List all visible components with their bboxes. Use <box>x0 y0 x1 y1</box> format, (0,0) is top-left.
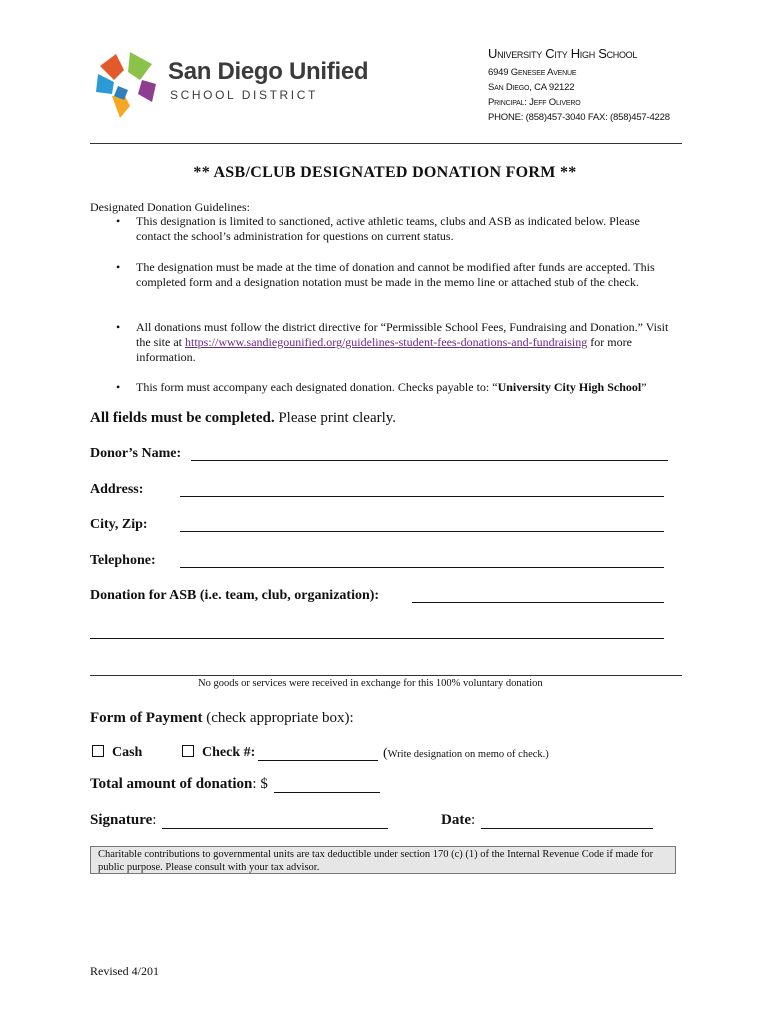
no-goods-statement: No goods or services were received in exchange for this 100% voluntary donation <box>198 678 543 689</box>
school-contact-block <box>488 46 670 123</box>
guideline-3 <box>136 320 676 365</box>
logo-text-primary: San Diego Unified <box>168 58 369 85</box>
school-address-line2: San Diego, CA 92122 <box>488 82 575 93</box>
donor-name-label: Donor’s Name: <box>90 446 182 461</box>
cash-label: Cash <box>112 745 143 760</box>
check-note <box>383 746 549 762</box>
signature-bold: Signature <box>90 812 153 828</box>
guideline-1: This designation is limited to sanctioned, active athletic teams, clubs and ASB as indicated below. Please contact the school’s administration for questions on current status. <box>136 214 640 243</box>
logo-petal-green <box>128 52 152 80</box>
guideline-4 <box>136 380 676 395</box>
guidelines-heading: Designated Donation Guidelines: <box>90 200 250 214</box>
check-option[interactable] <box>182 745 255 761</box>
check-note-text: Write designation on memo of check.) <box>387 749 549 760</box>
cash-option[interactable] <box>92 745 142 761</box>
school-address-line1: 6949 Genesee Avenue <box>488 67 577 78</box>
total-amount-rest: : $ <box>252 776 268 792</box>
bullet-3-marker: • <box>116 320 121 334</box>
check-checkbox[interactable] <box>182 745 194 757</box>
section-divider <box>90 675 682 676</box>
guideline-4-pre: This form must accompany each designated donation. Checks payable to: “ <box>136 380 498 394</box>
form-title: ** ASB/CLUB DESIGNATED DONATION FORM ** <box>193 164 577 181</box>
header-divider <box>90 143 682 144</box>
donation-for-field[interactable] <box>412 602 664 603</box>
telephone-label: Telephone: <box>90 553 156 568</box>
date-bold: Date <box>441 812 471 828</box>
city-zip-field[interactable] <box>180 531 664 532</box>
logo-petal-purple <box>138 80 156 102</box>
total-amount-bold: Total amount of donation <box>90 776 253 792</box>
date-colon: : <box>471 812 476 828</box>
signature-colon: : <box>152 812 157 828</box>
school-name: University City High School <box>488 46 638 61</box>
payment-heading <box>90 710 354 727</box>
address-field[interactable] <box>180 496 664 497</box>
guideline-4-post: ” <box>641 380 647 394</box>
date-field[interactable] <box>481 828 653 829</box>
required-notice-bold: All fields must be completed. <box>90 410 275 426</box>
telephone-field[interactable] <box>180 567 664 568</box>
city-zip-label: City, Zip: <box>90 517 148 532</box>
address-label: Address: <box>90 482 144 497</box>
school-phone-fax: PHONE: (858)457-3040 FAX: (858)457-4228 <box>488 112 670 123</box>
required-notice-rest: Please print clearly. <box>274 410 397 426</box>
total-amount-field[interactable] <box>274 792 380 793</box>
tax-deduction-notice: Charitable contributions to governmental units are tax deductible under section 170 (c) (1) of the Internal Revenue Code if made for public purpose. Please consult with your tax advisor. <box>90 846 676 874</box>
cash-checkbox[interactable] <box>92 745 104 757</box>
donation-for-field-line2[interactable] <box>90 638 664 639</box>
revision-footer: Revised 4/201 <box>90 964 159 978</box>
date-label <box>441 812 475 829</box>
logo-text-secondary: SCHOOL DISTRICT <box>170 88 318 102</box>
donor-name-field[interactable] <box>191 460 668 461</box>
district-logo-icon <box>94 50 160 120</box>
bullet-2-marker: • <box>116 260 121 274</box>
school-principal: Principal: Jeff Olivero <box>488 97 581 108</box>
check-number-field[interactable] <box>258 760 378 761</box>
signature-label <box>90 812 156 829</box>
signature-field[interactable] <box>162 828 388 829</box>
guideline-2: The designation must be made at the time of donation and cannot be modified after funds are accepted. This completed form and a designation notation must be made in the memo line or attached stub of the check. <box>136 260 655 289</box>
required-notice <box>90 410 396 427</box>
payee-name: University City High School <box>497 380 642 394</box>
check-note-paren: ( <box>383 746 388 761</box>
logo-petal-orange <box>100 54 124 80</box>
fees-guidelines-link[interactable]: https://www.sandiegounified.org/guidelines-student-fees-donations-and-fundraising <box>184 335 588 349</box>
donation-for-label: Donation for ASB (i.e. team, club, organization): <box>90 588 380 603</box>
total-amount-label <box>90 776 268 793</box>
check-label: Check #: <box>202 745 256 760</box>
guideline-3-pre: All donations must follow the district directive for “Permissible School Fees, Fundraising and Donation.” Visit the site at <box>136 320 669 349</box>
payment-heading-rest: (check appropriate box): <box>202 710 354 726</box>
bullet-1-marker: • <box>116 214 121 228</box>
guideline-3-post: for more information. <box>136 335 632 364</box>
bullet-4-marker: • <box>116 380 121 394</box>
payment-heading-bold: Form of Payment <box>90 710 203 726</box>
